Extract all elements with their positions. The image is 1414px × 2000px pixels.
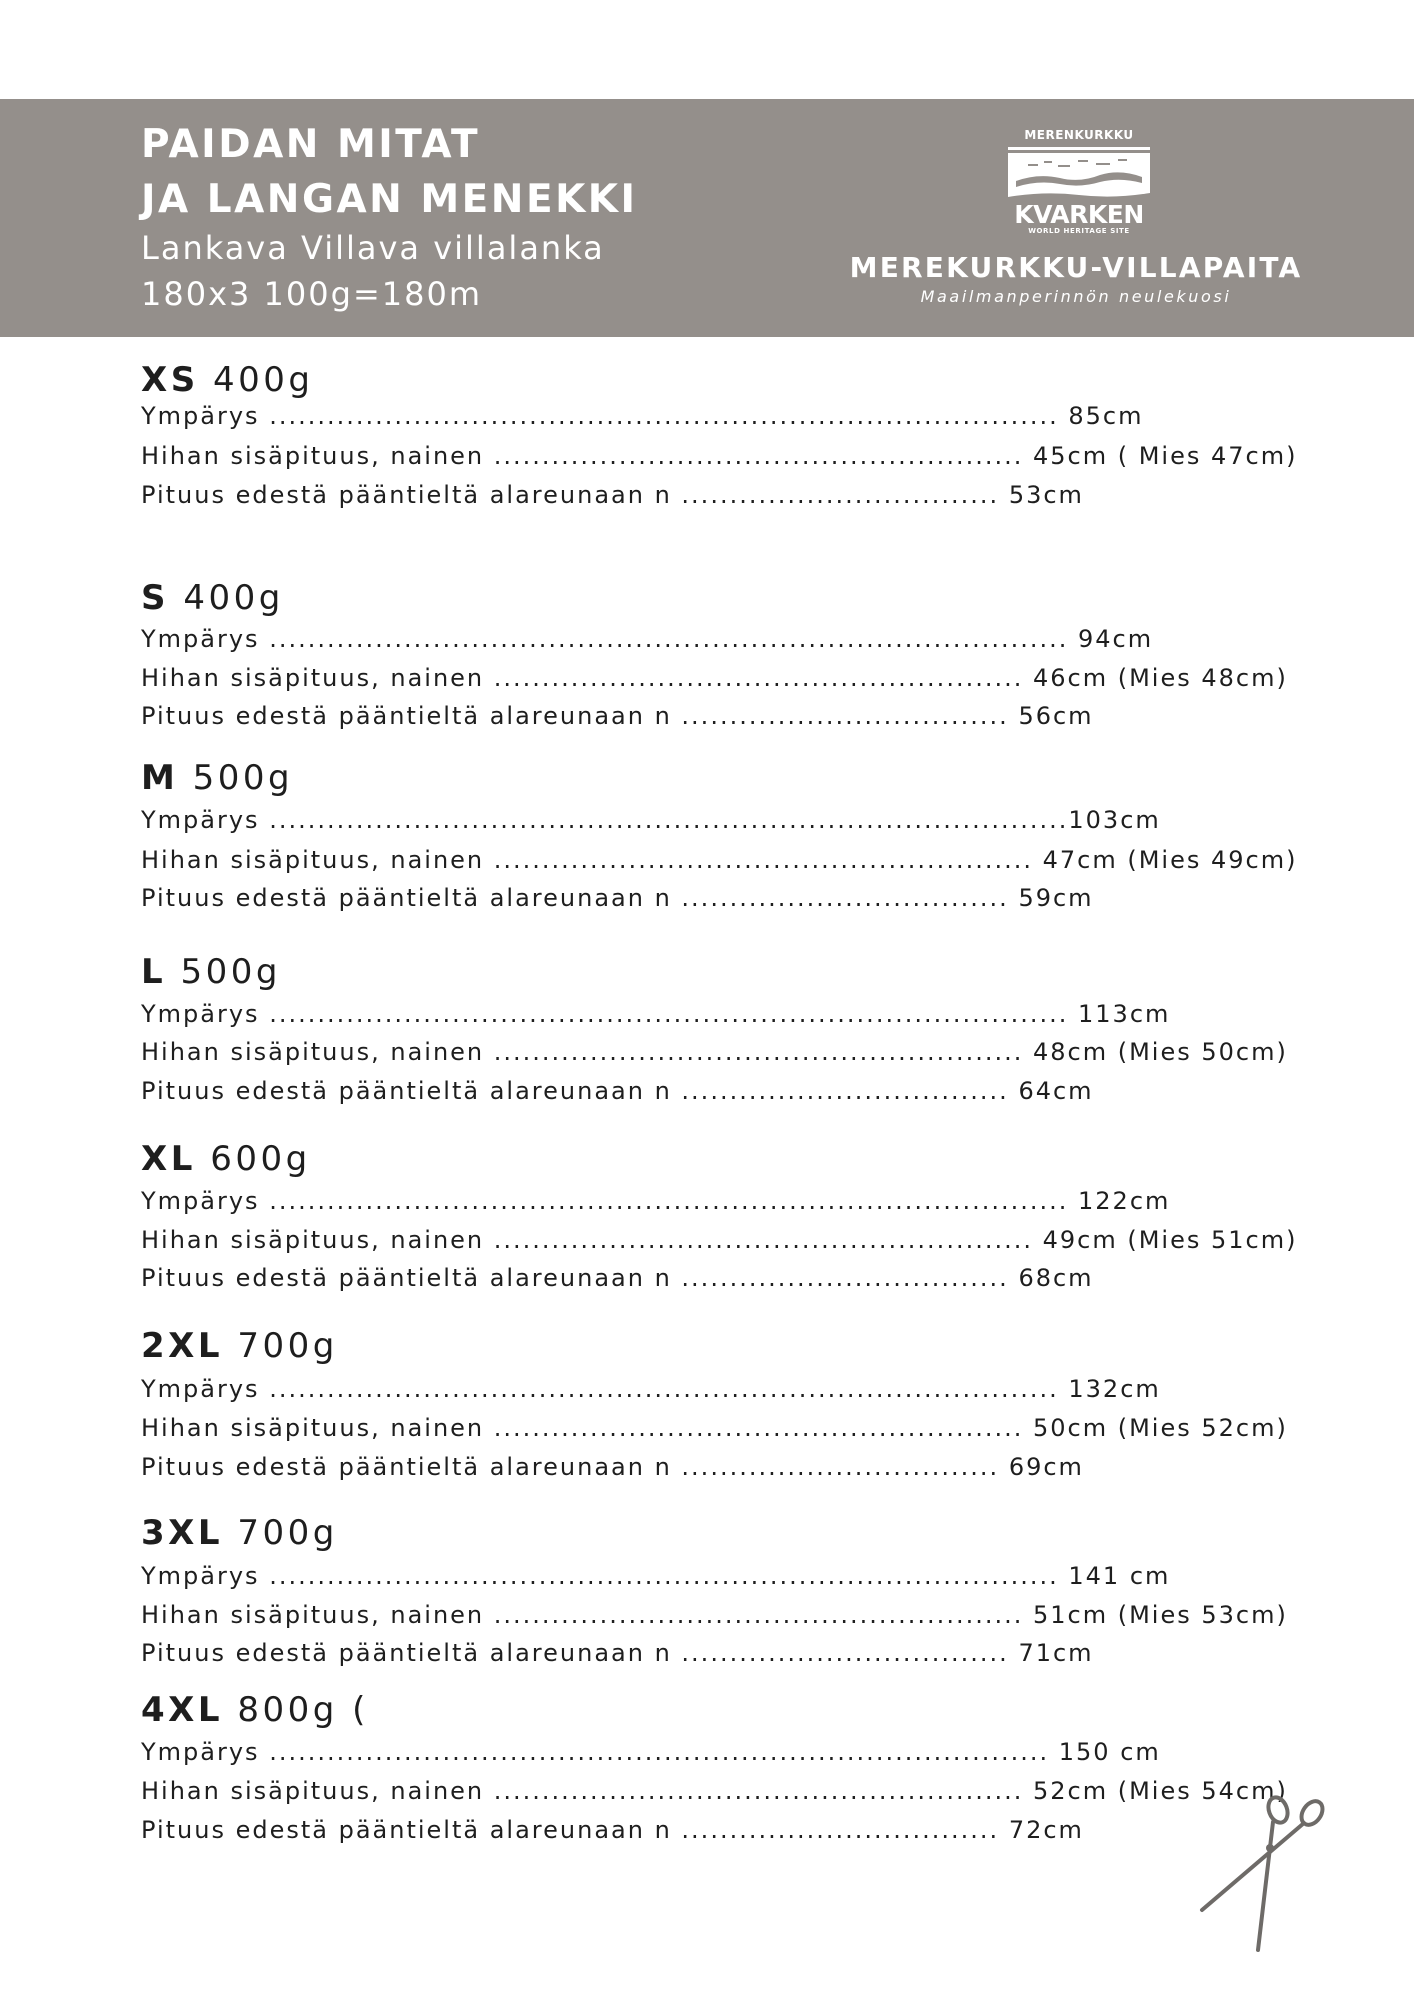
title-line-2: JA LANGAN MENEKKI — [141, 177, 638, 222]
measurement-row — [141, 480, 1084, 510]
measurement-label: Pituus edestä pääntieltä alareunaan n — [141, 1077, 672, 1105]
measurement-dots: .................................. — [671, 884, 1009, 912]
measurement-value: 50cm (Mies 52cm) — [1023, 1414, 1288, 1442]
brand-name: MEREKURKKU-VILLAPAITA — [849, 251, 1303, 284]
measurement-row — [141, 1076, 1094, 1106]
measurement-label: Ympärys — [141, 1000, 260, 1028]
measurement-label: Hihan sisäpituus, nainen — [141, 664, 485, 692]
measurement-dots: ....................................................... — [484, 1777, 1024, 1805]
measurement-value: 113cm — [1068, 1000, 1171, 1028]
measurement-row — [141, 1815, 1084, 1845]
size-yarn-weight: 500g — [192, 758, 294, 798]
size-heading — [141, 1690, 369, 1730]
measurement-value: 141 cm — [1058, 1562, 1171, 1590]
brand-tagline: Maailmanperinnön neulekuosi — [920, 287, 1232, 306]
yarn-spec: 180x3 100g=180m — [141, 275, 482, 313]
size-heading — [141, 578, 284, 618]
measurement-row — [141, 663, 1288, 693]
size-code: XL — [141, 1139, 196, 1179]
measurement-dots: ................................................................................... — [259, 1187, 1069, 1215]
measurement-value: 48cm (Mies 50cm) — [1023, 1038, 1288, 1066]
kvarken-logo — [1005, 128, 1153, 236]
measurement-dots: .................................. — [671, 1639, 1009, 1667]
measurement-value: 45cm ( Mies 47cm) — [1023, 442, 1298, 470]
measurement-label: Pituus edestä pääntieltä alareunaan n — [141, 1639, 672, 1667]
measurement-value: 47cm (Mies 49cm) — [1032, 846, 1298, 874]
measurement-dots: ................................................................................... — [259, 625, 1069, 653]
measurement-label: Hihan sisäpituus, nainen — [141, 1226, 485, 1254]
measurement-row — [141, 1374, 1161, 1404]
size-yarn-weight: 500g — [180, 952, 281, 992]
measurement-row — [141, 1037, 1288, 1067]
measurement-dots: .................................. — [671, 1077, 1009, 1105]
size-code: 4XL — [141, 1690, 224, 1730]
measurement-label: Ympärys — [141, 402, 260, 430]
measurement-label: Ympärys — [141, 625, 260, 653]
title-line-1: PAIDAN MITAT — [141, 122, 481, 167]
logo-sub-text: WORLD HERITAGE SITE — [1028, 227, 1130, 235]
measurement-dots: .................................................................................. — [259, 1375, 1059, 1403]
measurement-row — [141, 1186, 1170, 1216]
measurement-row — [141, 1600, 1288, 1630]
measurement-dots: ....................................................... — [484, 1414, 1024, 1442]
measurement-row — [141, 624, 1153, 654]
size-yarn-weight: 700g — [237, 1513, 338, 1553]
measurement-label: Ympärys — [141, 1375, 260, 1403]
logo-top-text: MERENKURKKU — [1024, 128, 1134, 142]
measurement-dots: ................................. — [671, 481, 1000, 509]
size-heading — [141, 1139, 311, 1179]
measurement-dots: ....................................................... — [484, 1601, 1024, 1629]
size-heading — [141, 1326, 338, 1366]
measurement-value: 150 cm — [1049, 1738, 1161, 1766]
size-yarn-weight: 400g — [183, 578, 284, 618]
measurement-label: Hihan sisäpituus, nainen — [141, 1777, 485, 1805]
measurement-value: 68cm — [1008, 1264, 1094, 1292]
measurement-dots: ................................................................................... — [259, 1000, 1069, 1028]
measurement-row — [141, 805, 1161, 835]
measurement-row — [141, 1225, 1297, 1255]
measurement-label: Pituus edestä pääntieltä alareunaan n — [141, 1264, 672, 1292]
measurement-label: Hihan sisäpituus, nainen — [141, 846, 485, 874]
measurement-value: 59cm — [1008, 884, 1094, 912]
measurement-label: Pituus edestä pääntieltä alareunaan n — [141, 884, 672, 912]
size-heading — [141, 360, 314, 400]
measurement-label: Pituus edestä pääntieltä alareunaan n — [141, 1816, 672, 1844]
measurement-row — [141, 1737, 1161, 1767]
measurement-row — [141, 1776, 1288, 1806]
size-code: M — [141, 758, 179, 798]
measurement-row — [141, 1638, 1094, 1668]
measurement-value: 132cm — [1058, 1375, 1161, 1403]
measurement-row — [141, 701, 1094, 731]
measurement-label: Hihan sisäpituus, nainen — [141, 1601, 485, 1629]
size-yarn-weight: 800g ( — [237, 1690, 369, 1730]
size-yarn-weight: 700g — [237, 1326, 338, 1366]
measurement-row — [141, 845, 1297, 875]
measurement-value: 71cm — [1008, 1639, 1094, 1667]
measurement-dots: ....................................................... — [484, 664, 1024, 692]
measurement-dots: ........................................................ — [484, 1226, 1033, 1254]
measurement-row — [141, 999, 1170, 1029]
measurement-dots: .................................................................................. — [259, 1562, 1059, 1590]
measurement-label: Pituus edestä pääntieltä alareunaan n — [141, 1453, 672, 1481]
size-heading — [141, 952, 281, 992]
measurement-dots: ................................. — [671, 1816, 1000, 1844]
measurement-row — [141, 1452, 1084, 1482]
measurement-value: 69cm — [999, 1453, 1084, 1481]
size-heading — [141, 758, 293, 798]
logo-seascape-icon — [1008, 147, 1150, 205]
measurement-value: 51cm (Mies 53cm) — [1023, 1601, 1288, 1629]
size-code: XS — [141, 360, 199, 400]
measurement-label: Ympärys — [141, 1562, 260, 1590]
measurement-value: 122cm — [1068, 1187, 1171, 1215]
measurement-label: Hihan sisäpituus, nainen — [141, 1414, 485, 1442]
measurement-row — [141, 401, 1144, 431]
measurement-row — [141, 883, 1094, 913]
size-yarn-weight: 600g — [210, 1139, 311, 1179]
size-code: 3XL — [141, 1513, 224, 1553]
measurement-value: 46cm (Mies 48cm) — [1023, 664, 1288, 692]
size-code: 2XL — [141, 1326, 224, 1366]
size-heading — [141, 1513, 338, 1553]
yarn-name: Lankava Villava villalanka — [141, 229, 605, 267]
size-code: L — [141, 952, 167, 992]
measurement-label: Pituus edestä pääntieltä alareunaan n — [141, 702, 672, 730]
measurement-value: 72cm — [999, 1816, 1084, 1844]
size-yarn-weight: 400g — [213, 360, 314, 400]
measurement-label: Ympärys — [141, 1187, 260, 1215]
measurement-label: Hihan sisäpituus, nainen — [141, 1038, 485, 1066]
measurement-label: Hihan sisäpituus, nainen — [141, 442, 485, 470]
size-code: S — [141, 578, 169, 618]
measurement-dots: .................................. — [671, 702, 1009, 730]
measurement-dots: ....................................................... — [484, 442, 1024, 470]
measurement-dots: ........................................................ — [484, 846, 1033, 874]
measurement-row — [141, 1561, 1170, 1591]
measurement-label: Pituus edestä pääntieltä alareunaan n — [141, 481, 672, 509]
measurement-row — [141, 441, 1297, 471]
measurement-dots: ................................................................................. — [259, 1738, 1050, 1766]
measurement-value: 64cm — [1008, 1077, 1094, 1105]
measurement-dots: ................................................................................... — [259, 806, 1069, 834]
measurement-value: 49cm (Mies 51cm) — [1032, 1226, 1298, 1254]
measurement-value: 85cm — [1058, 402, 1144, 430]
measurement-row — [141, 1413, 1288, 1443]
measurement-dots: ................................. — [671, 1453, 1000, 1481]
measurement-value: 56cm — [1008, 702, 1094, 730]
measurement-dots: .................................. — [671, 1264, 1009, 1292]
measurement-row — [141, 1263, 1094, 1293]
measurement-dots: .................................................................................. — [259, 402, 1059, 430]
measurement-label: Ympärys — [141, 1738, 260, 1766]
measurement-value: 103cm — [1068, 806, 1161, 834]
measurement-value: 52cm (Mies 54cm) — [1023, 1777, 1288, 1805]
measurement-value: 94cm — [1068, 625, 1154, 653]
measurement-value: 53cm — [999, 481, 1084, 509]
logo-main-text: KVARKEN — [1014, 200, 1144, 229]
scissors-icon — [1190, 1790, 1340, 1960]
measurement-dots: ....................................................... — [484, 1038, 1024, 1066]
measurement-label: Ympärys — [141, 806, 260, 834]
